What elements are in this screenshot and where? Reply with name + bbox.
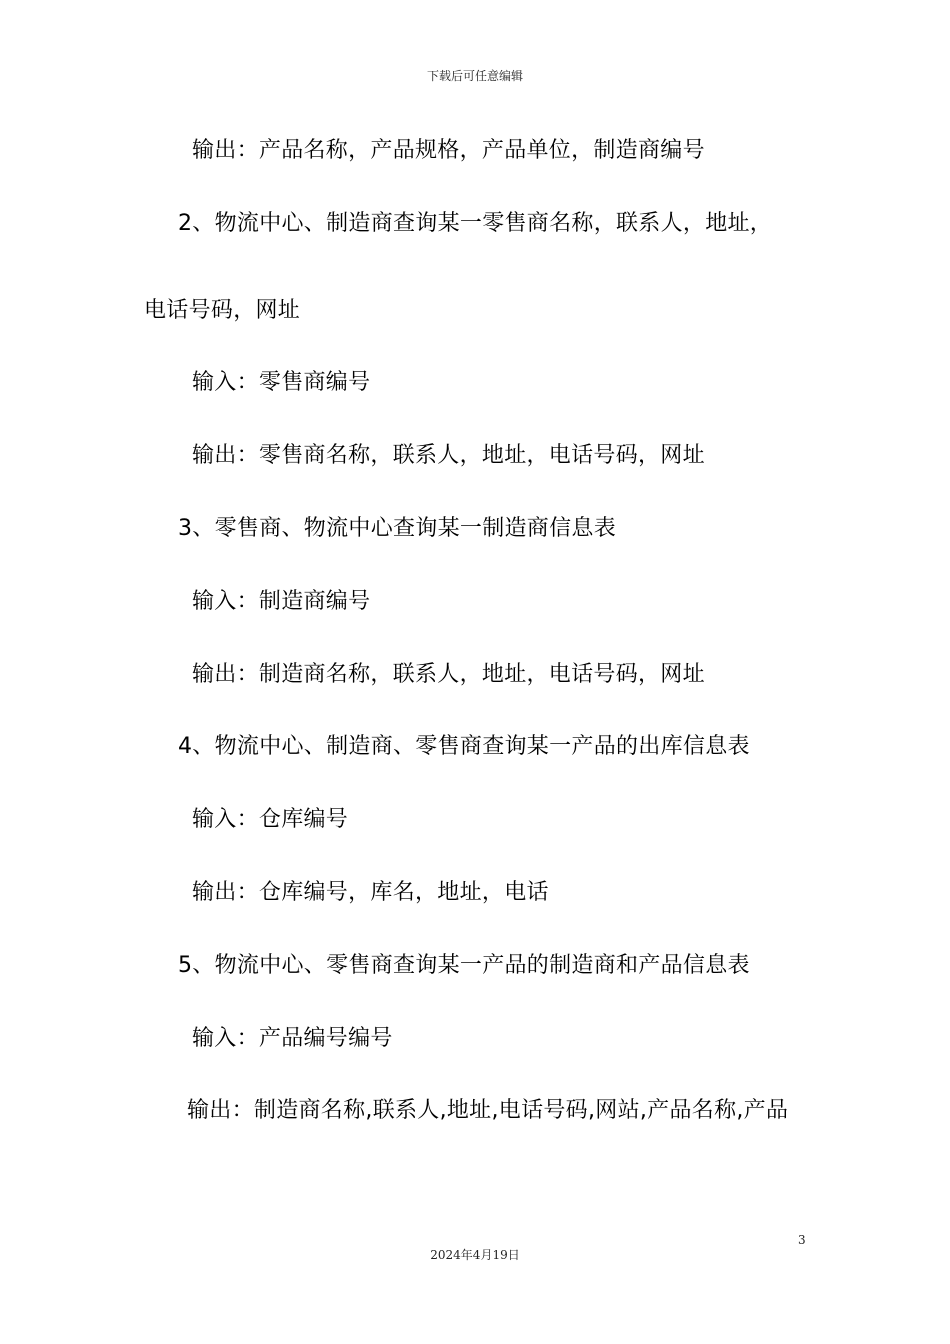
body-line-item-5: 5、物流中心、零售商查询某一产品的制造商和产品信息表 bbox=[178, 953, 750, 978]
page-footer-date: 2024年4月19日 bbox=[430, 1248, 520, 1262]
body-line-item-2-continued: 电话号码，网址 bbox=[144, 298, 301, 323]
body-line-item-4: 4、物流中心、制造商、零售商查询某一产品的出库信息表 bbox=[178, 734, 750, 759]
body-line-input-retailer: 输入：零售商编号 bbox=[192, 370, 371, 395]
body-line-item-2: 2、物流中心、制造商查询某一零售商名称，联系人，地址， bbox=[178, 211, 773, 236]
body-line-output-warehouse: 输出：仓库编号，库名，地址，电话 bbox=[192, 880, 549, 905]
body-line-input-product: 输入：产品编号编号 bbox=[192, 1026, 393, 1051]
body-line-output-manufacturer: 输出：制造商名称，联系人，地址，电话号码，网址 bbox=[192, 662, 705, 687]
body-line-item-3: 3、零售商、物流中心查询某一制造商信息表 bbox=[178, 516, 616, 541]
body-line-output-manufacturer-product: 输出：制造商名称,联系人,地址,电话号码,网站,产品名称,产品 bbox=[187, 1098, 789, 1123]
page-header: 下载后可任意编辑 bbox=[426, 69, 523, 83]
body-line-output-retailer: 输出：零售商名称，联系人，地址，电话号码，网址 bbox=[192, 443, 705, 468]
body-line-input-manufacturer: 输入：制造商编号 bbox=[192, 589, 371, 614]
page-number: 3 bbox=[798, 1233, 806, 1247]
body-line-output-product: 输出：产品名称，产品规格，产品单位，制造商编号 bbox=[192, 138, 705, 163]
body-line-input-warehouse: 输入：仓库编号 bbox=[192, 807, 349, 832]
